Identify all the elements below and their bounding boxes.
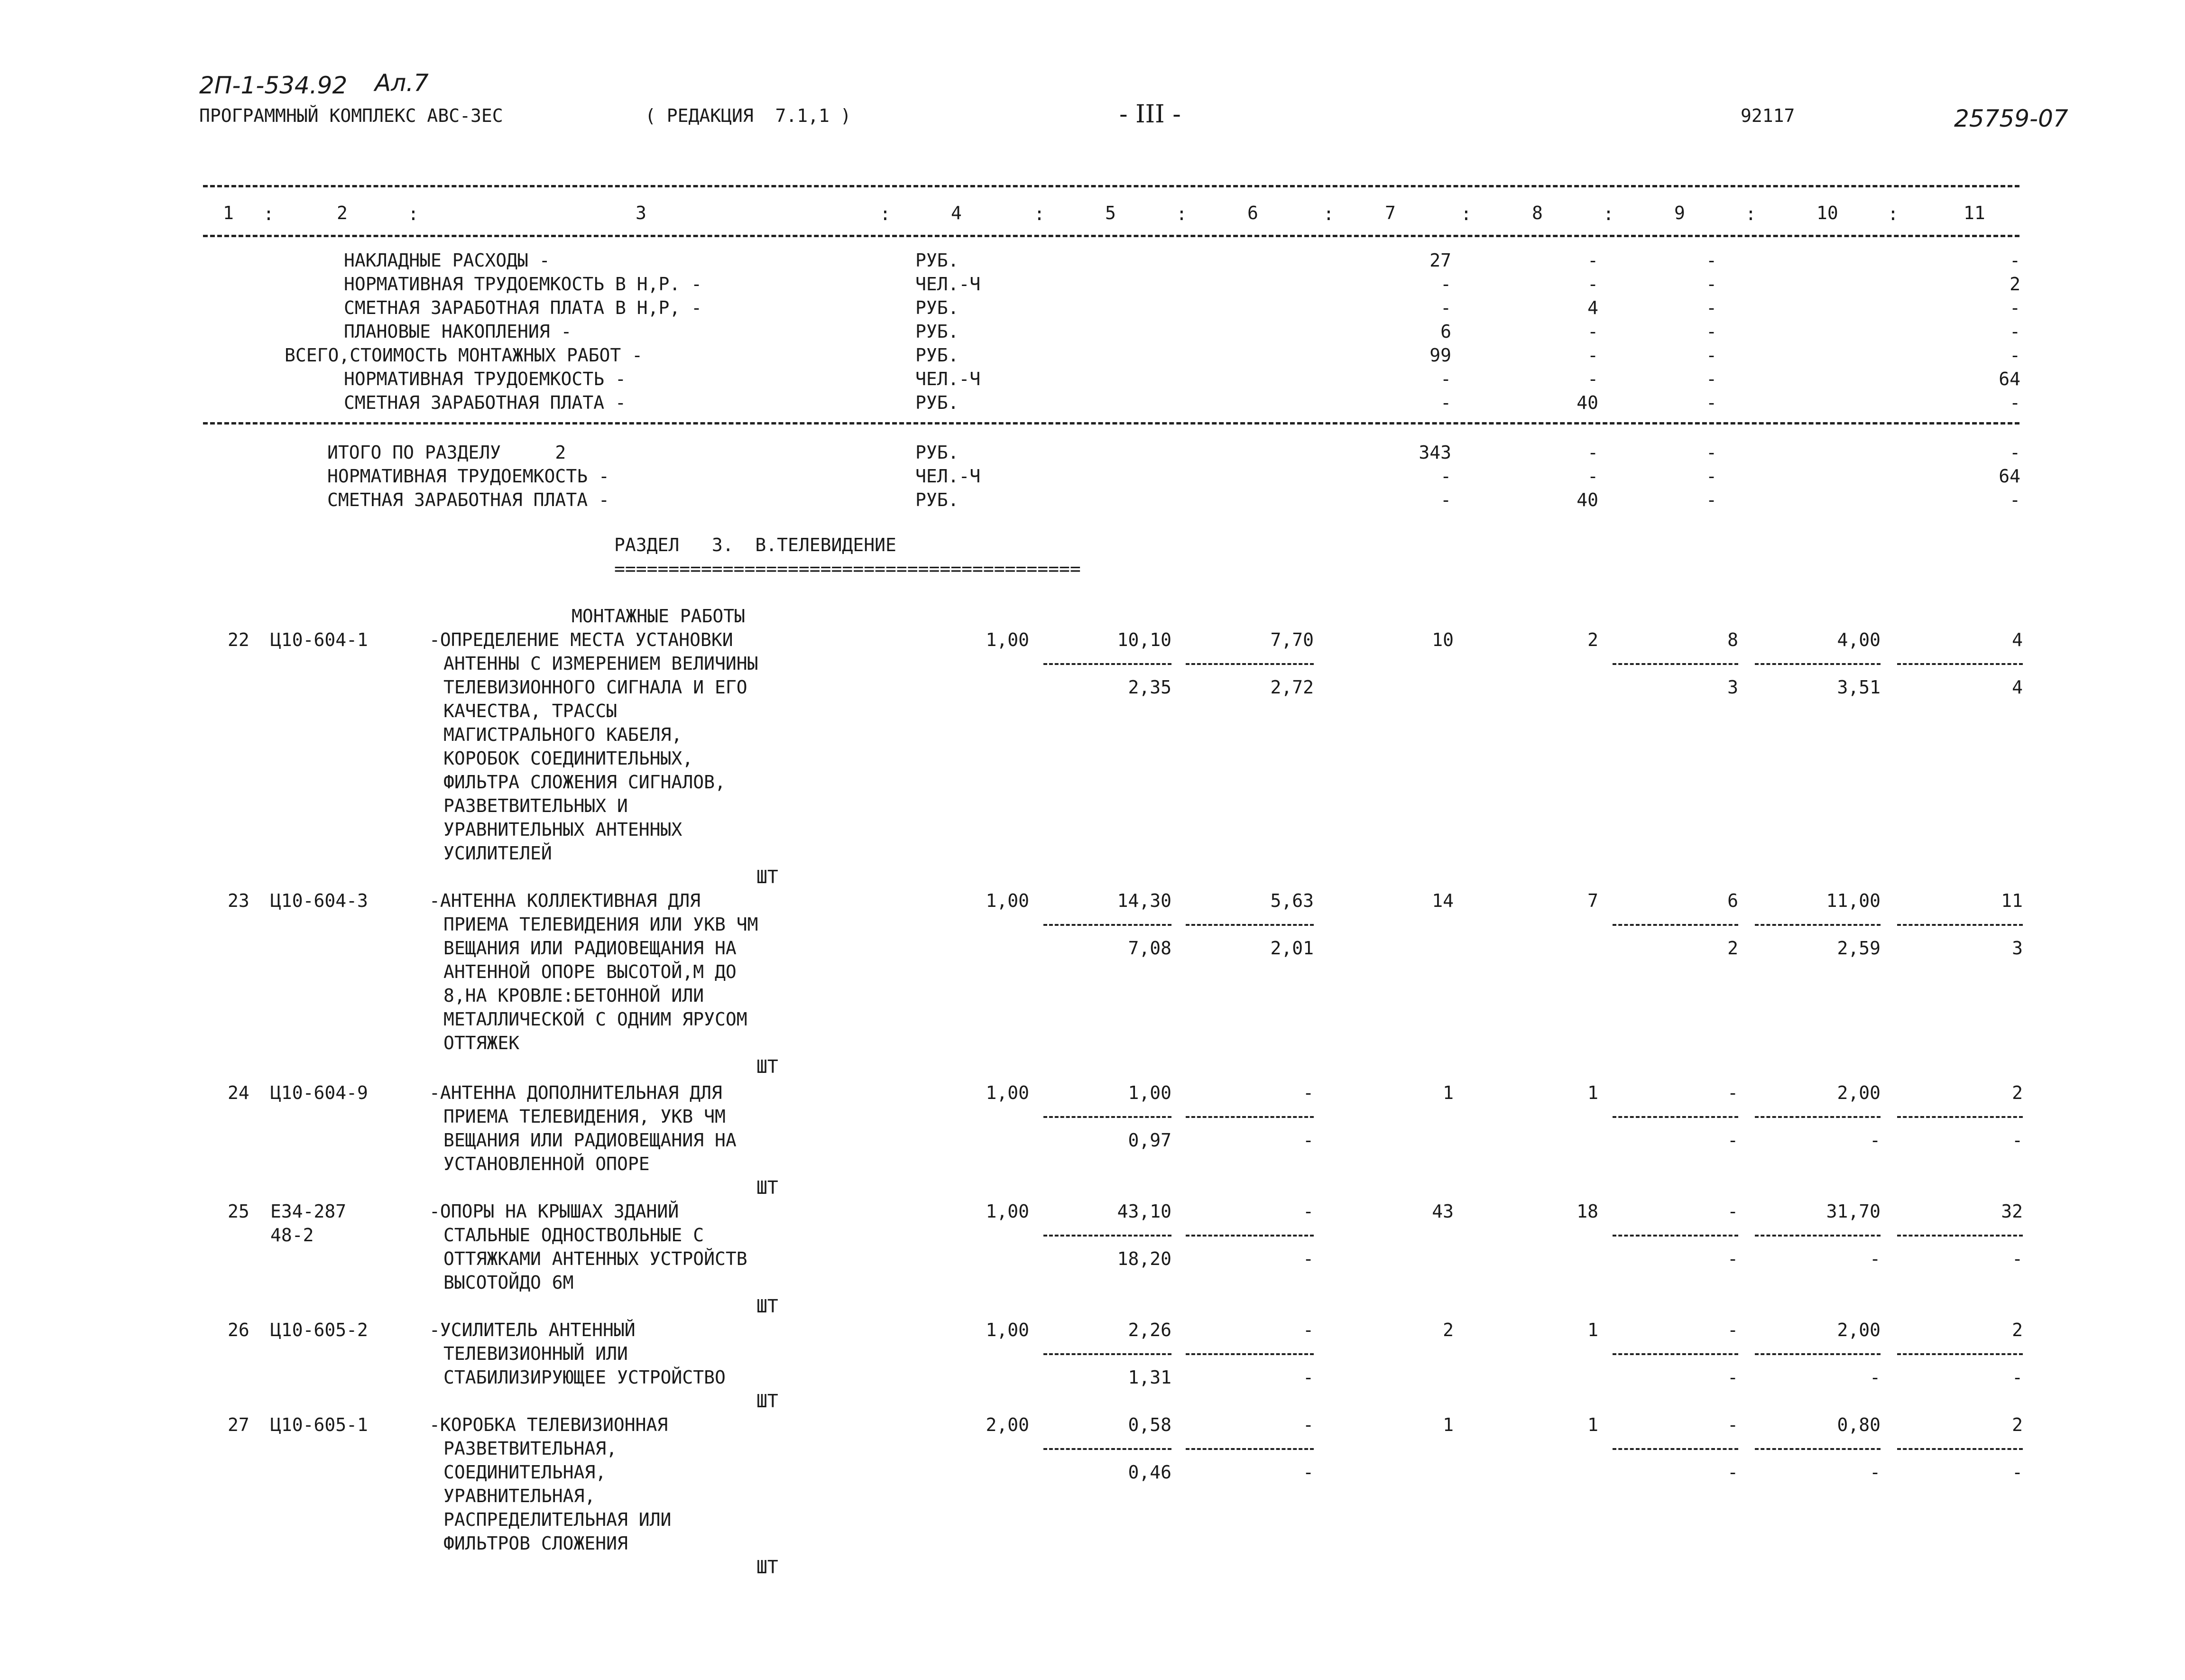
subtotal-dash-line xyxy=(1043,1353,1171,1355)
summary-col7: - xyxy=(1440,392,1451,413)
item-description-line: МЕТАЛЛИЧЕСКОЙ С ОДНИМ ЯРУСОМ xyxy=(443,1009,747,1030)
item-code: Ц10-605-1 xyxy=(270,1414,368,1435)
column-number: 10 xyxy=(1816,203,1838,223)
item-col9-top: - xyxy=(1727,1201,1738,1222)
summary-unit: РУБ. xyxy=(915,345,959,366)
column-separator: : xyxy=(1745,203,1756,224)
subtotal-dash-line xyxy=(1897,924,2023,926)
item-col5-bottom: 18,20 xyxy=(1117,1248,1171,1269)
item-col8: 1 xyxy=(1587,1082,1598,1103)
section-subtitle: МОНТАЖНЫЕ РАБОТЫ xyxy=(572,606,746,627)
summary-col7: - xyxy=(1440,274,1451,295)
summary-label: СМЕТНАЯ ЗАРАБОТНАЯ ПЛАТА - xyxy=(327,489,609,510)
subtotal-dash-line xyxy=(1755,1116,1881,1118)
summary-unit: РУБ. xyxy=(915,321,959,342)
column-number: 7 xyxy=(1385,203,1396,223)
item-number: 23 xyxy=(228,890,249,911)
item-col10-top: 31,70 xyxy=(1826,1201,1881,1222)
item-col11-bottom: - xyxy=(2012,1130,2023,1151)
summary-label: СМЕТНАЯ ЗАРАБОТНАЯ ПЛАТА В Н,Р, - xyxy=(344,297,702,318)
item-description-line: АНТЕННОЙ ОПОРЕ ВЫСОТОЙ,М ДО xyxy=(443,961,737,982)
handwritten-album: Ал.7 xyxy=(375,69,429,97)
item-description-line: РАСПРЕДЕЛИТЕЛЬНАЯ ИЛИ xyxy=(443,1509,672,1530)
item-col6-top: - xyxy=(1303,1201,1314,1222)
item-col7: 1 xyxy=(1443,1414,1454,1435)
item-description-line: УСИЛИТЕЛЕЙ xyxy=(443,843,552,864)
item-code: Ц10-604-1 xyxy=(270,629,368,650)
summary-col9: - xyxy=(1706,442,1717,463)
item-description-line: -АНТЕННА ДОПОЛНИТЕЛЬНАЯ ДЛЯ xyxy=(429,1082,722,1103)
subtotal-dash-line xyxy=(1186,1448,1314,1450)
item-col7: 43 xyxy=(1432,1201,1454,1222)
item-description-line: 8,НА КРОВЛЕ:БЕТОННОЙ ИЛИ xyxy=(443,985,704,1006)
item-description-line: РАЗВЕТВИТЕЛЬНЫХ И xyxy=(443,795,628,816)
summary-col9: - xyxy=(1706,392,1717,413)
column-number: 9 xyxy=(1674,203,1685,223)
subtotal-dash-line xyxy=(1613,1116,1738,1118)
item-col5-top: 14,30 xyxy=(1117,890,1171,911)
summary-col9: - xyxy=(1706,369,1717,389)
subtotal-dash-line xyxy=(1755,924,1881,926)
subtotal-dash-line xyxy=(1897,1448,2023,1450)
column-number: 5 xyxy=(1105,203,1116,223)
item-col5-top: 43,10 xyxy=(1117,1201,1171,1222)
summary-col9: - xyxy=(1706,466,1717,487)
item-col11-top: 2 xyxy=(2012,1414,2023,1435)
item-col9-bottom: - xyxy=(1727,1130,1738,1151)
summary-label: СМЕТНАЯ ЗАРАБОТНАЯ ПЛАТА - xyxy=(344,392,626,413)
subtotal-dash-line xyxy=(1755,1353,1881,1355)
item-unit: ШТ xyxy=(756,1296,778,1317)
item-col9-top: 6 xyxy=(1727,890,1738,911)
subtotal-dash-line xyxy=(1755,663,1881,665)
summary-unit: ЧЕЛ.-Ч xyxy=(915,466,981,487)
item-col11-top: 2 xyxy=(2012,1320,2023,1340)
column-number: 3 xyxy=(636,203,646,223)
item-code: Ц10-604-3 xyxy=(270,890,368,911)
item-col10-top: 2,00 xyxy=(1837,1082,1881,1103)
item-col5-bottom: 7,08 xyxy=(1128,938,1171,959)
subtotal-dash-line xyxy=(1897,1353,2023,1355)
item-col5-top: 2,26 xyxy=(1128,1320,1171,1340)
column-number: 2 xyxy=(337,203,348,223)
item-col9-top: - xyxy=(1727,1082,1738,1103)
subtotal-dash-line xyxy=(1043,1448,1171,1450)
section-title: РАЗДЕЛ 3. В.ТЕЛЕВИДЕНИЕ xyxy=(614,535,896,555)
summary-col11: 64 xyxy=(1999,369,2020,389)
item-col6-bottom: - xyxy=(1303,1367,1314,1388)
summary-col8: - xyxy=(1587,442,1598,463)
subtotal-dash-line xyxy=(1043,1116,1171,1118)
item-col9-bottom: 3 xyxy=(1727,677,1738,698)
item-description-line: ОТТЯЖКАМИ АНТЕННЫХ УСТРОЙСТВ xyxy=(443,1248,747,1269)
item-col11-bottom: - xyxy=(2012,1462,2023,1483)
subtotal-dash-line xyxy=(1613,1235,1738,1237)
subtotal-dash-line xyxy=(1613,1448,1738,1450)
subtotal-dash-line xyxy=(1897,663,2023,665)
item-col9-bottom: - xyxy=(1727,1367,1738,1388)
item-description-line: УРАВНИТЕЛЬНАЯ, xyxy=(443,1486,596,1506)
summary-col8: 40 xyxy=(1577,489,1598,510)
summary-col9: - xyxy=(1706,297,1717,318)
item-description-line: РАЗВЕТВИТЕЛЬНАЯ, xyxy=(443,1438,618,1459)
item-col7: 14 xyxy=(1432,890,1454,911)
item-col10-bottom: - xyxy=(1870,1130,1881,1151)
item-col10-top: 4,00 xyxy=(1837,629,1881,650)
item-col11-bottom: - xyxy=(2012,1248,2023,1269)
item-number: 25 xyxy=(228,1201,249,1222)
item-col8: 1 xyxy=(1587,1414,1598,1435)
summary-col9: - xyxy=(1706,321,1717,342)
item-col6-bottom: - xyxy=(1303,1130,1314,1151)
item-quantity: 1,00 xyxy=(986,1082,1029,1103)
subtotal-dash-line xyxy=(1186,924,1314,926)
item-description-line: АНТЕННЫ С ИЗМЕРЕНИЕМ ВЕЛИЧИНЫ xyxy=(443,653,758,674)
item-description-line: КОРОБОК СОЕДИНИТЕЛЬНЫХ, xyxy=(443,748,693,769)
item-description-line: ФИЛЬТРА СЛОЖЕНИЯ СИГНАЛОВ, xyxy=(443,772,726,793)
item-col11-bottom: 3 xyxy=(2012,938,2023,959)
summary-col8: - xyxy=(1587,345,1598,366)
summary-col8: - xyxy=(1587,466,1598,487)
item-col11-bottom: - xyxy=(2012,1367,2023,1388)
column-separator: : xyxy=(408,203,419,224)
subtotal-dash-line xyxy=(1186,1353,1314,1355)
summary-unit: ЧЕЛ.-Ч xyxy=(915,274,981,295)
item-col5-top: 1,00 xyxy=(1128,1082,1171,1103)
summary-col7: 6 xyxy=(1440,321,1451,342)
summary-col11: 2 xyxy=(2010,274,2020,295)
edition-label: ( РЕДАКЦИЯ 7.1,1 ) xyxy=(645,105,851,126)
item-col5-top: 10,10 xyxy=(1117,629,1171,650)
column-separator: : xyxy=(1034,203,1045,224)
item-col11-top: 4 xyxy=(2012,629,2023,650)
item-unit: ШТ xyxy=(756,867,778,887)
item-col5-bottom: 0,97 xyxy=(1128,1130,1171,1151)
summary-col7: - xyxy=(1440,297,1451,318)
item-col9-top: 8 xyxy=(1727,629,1738,650)
item-col6-bottom: - xyxy=(1303,1462,1314,1483)
item-col6-top: 7,70 xyxy=(1270,629,1314,650)
column-separator: : xyxy=(1603,203,1614,224)
item-col5-bottom: 1,31 xyxy=(1128,1367,1171,1388)
item-quantity: 1,00 xyxy=(986,629,1029,650)
item-col5-bottom: 2,35 xyxy=(1128,677,1171,698)
item-col6-top: 5,63 xyxy=(1270,890,1314,911)
item-col5-bottom: 0,46 xyxy=(1128,1462,1171,1483)
summary-col11: - xyxy=(2010,250,2020,271)
table-top-rule xyxy=(203,185,2019,187)
item-col11-top: 11 xyxy=(2001,890,2023,911)
subtotal-dash-line xyxy=(1186,1235,1314,1237)
summary-col8: - xyxy=(1587,274,1598,295)
item-description-line: КАЧЕСТВА, ТРАССЫ xyxy=(443,701,618,721)
column-separator: : xyxy=(1176,203,1187,224)
item-col6-bottom: 2,01 xyxy=(1270,938,1314,959)
subtotal-dash-line xyxy=(1613,924,1738,926)
summary-col9: - xyxy=(1706,274,1717,295)
section-underline: =========================================== xyxy=(614,558,1081,579)
summary-unit: ЧЕЛ.-Ч xyxy=(915,369,981,389)
item-number: 27 xyxy=(228,1414,249,1435)
item-col8: 7 xyxy=(1587,890,1598,911)
subtotal-dash-line xyxy=(1186,663,1314,665)
subtotal-dash-line xyxy=(1613,1353,1738,1355)
item-description-line: УРАВНИТЕЛЬНЫХ АНТЕННЫХ xyxy=(443,819,682,840)
column-separator: : xyxy=(1461,203,1472,224)
subtotal-dash-line xyxy=(1186,1116,1314,1118)
summary-label: НОРМАТИВНАЯ ТРУДОЕМКОСТЬ - xyxy=(327,466,609,487)
item-description-line: -КОРОБКА ТЕЛЕВИЗИОННАЯ xyxy=(429,1414,668,1435)
summary-col11: - xyxy=(2010,442,2020,463)
item-unit: ШТ xyxy=(756,1177,778,1198)
item-col8: 1 xyxy=(1587,1320,1598,1340)
item-col6-bottom: - xyxy=(1303,1248,1314,1269)
summary-col7: 343 xyxy=(1419,442,1451,463)
summary-unit: РУБ. xyxy=(915,250,959,271)
item-col6-bottom: 2,72 xyxy=(1270,677,1314,698)
item-description-line: -ОПОРЫ НА КРЫШАХ ЗДАНИЙ xyxy=(429,1201,679,1222)
summary-col11: - xyxy=(2010,489,2020,510)
summary-label: НОРМАТИВНАЯ ТРУДОЕМКОСТЬ - xyxy=(344,369,626,389)
item-description-line: ВЕЩАНИЯ ИЛИ РАДИОВЕЩАНИЯ НА xyxy=(443,938,737,959)
summary-col11: 64 xyxy=(1999,466,2020,487)
summary-col9: - xyxy=(1706,250,1717,271)
item-col5-top: 0,58 xyxy=(1128,1414,1171,1435)
item-col10-bottom: 2,59 xyxy=(1837,938,1881,959)
column-separator: : xyxy=(1323,203,1334,224)
item-description-line: СТАБИЛИЗИРУЮЩЕЕ УСТРОЙСТВО xyxy=(443,1367,726,1388)
summary-label: ВСЕГО,СТОИМОСТЬ МОНТАЖНЫХ РАБОТ - xyxy=(285,345,643,366)
summary-separator xyxy=(203,422,2019,425)
item-description-line: УСТАНОВЛЕННОЙ ОПОРЕ xyxy=(443,1154,650,1174)
subtotal-dash-line xyxy=(1897,1116,2023,1118)
summary-col9: - xyxy=(1706,489,1717,510)
subtotal-dash-line xyxy=(1613,663,1738,665)
summary-label: НАКЛАДНЫЕ РАСХОДЫ - xyxy=(344,250,550,271)
item-description-line: ТЕЛЕВИЗИОННЫЙ ИЛИ xyxy=(443,1343,628,1364)
item-col7: 10 xyxy=(1432,629,1454,650)
column-separator: : xyxy=(880,203,891,224)
program-title: ПРОГРАММНЫЙ КОМПЛЕКС АВС-3ЕС xyxy=(199,105,503,126)
item-description-line: ТЕЛЕВИЗИОННОГО СИГНАЛА И ЕГО xyxy=(443,677,747,698)
item-col7: 2 xyxy=(1443,1320,1454,1340)
summary-col8: - xyxy=(1587,321,1598,342)
item-col9-bottom: - xyxy=(1727,1462,1738,1483)
item-col9-bottom: - xyxy=(1727,1248,1738,1269)
item-col11-top: 32 xyxy=(2001,1201,2023,1222)
summary-unit: РУБ. xyxy=(915,392,959,413)
summary-unit: РУБ. xyxy=(915,442,959,463)
summary-col7: 99 xyxy=(1429,345,1451,366)
item-col10-top: 11,00 xyxy=(1826,890,1881,911)
item-code: Е34-287 xyxy=(270,1201,347,1222)
item-col9-bottom: 2 xyxy=(1727,938,1738,959)
column-number: 4 xyxy=(951,203,962,223)
column-separator: : xyxy=(1888,203,1899,224)
item-col8: 18 xyxy=(1577,1201,1598,1222)
item-number: 26 xyxy=(228,1320,249,1340)
item-unit: ШТ xyxy=(756,1056,778,1077)
summary-col9: - xyxy=(1706,345,1717,366)
item-col6-top: - xyxy=(1303,1082,1314,1103)
item-description-line: СОЕДИНИТЕЛЬНАЯ, xyxy=(443,1462,607,1483)
summary-col11: - xyxy=(2010,392,2020,413)
summary-col8: - xyxy=(1587,369,1598,389)
item-unit: ШТ xyxy=(756,1391,778,1412)
summary-col8: - xyxy=(1587,250,1598,271)
item-code: Ц10-604-9 xyxy=(270,1082,368,1103)
summary-col11: - xyxy=(2010,297,2020,318)
subtotal-dash-line xyxy=(1897,1235,2023,1237)
summary-col7: 27 xyxy=(1429,250,1451,271)
item-quantity: 1,00 xyxy=(986,890,1029,911)
column-separator: : xyxy=(263,203,274,224)
column-number: 1 xyxy=(223,203,234,223)
item-quantity: 1,00 xyxy=(986,1201,1029,1222)
item-col10-top: 2,00 xyxy=(1837,1320,1881,1340)
item-description-line: ВЫСОТОЙДО 6М xyxy=(443,1272,574,1293)
column-number: 8 xyxy=(1532,203,1543,223)
item-col10-bottom: - xyxy=(1870,1367,1881,1388)
page-number: - III - xyxy=(1119,100,1181,129)
summary-col11: - xyxy=(2010,321,2020,342)
summary-col7: - xyxy=(1440,369,1451,389)
item-description-line: ФИЛЬТРОВ СЛОЖЕНИЯ xyxy=(443,1533,628,1554)
doc-number: 92117 xyxy=(1741,105,1795,126)
item-col10-bottom: - xyxy=(1870,1462,1881,1483)
summary-col7: - xyxy=(1440,466,1451,487)
item-quantity: 1,00 xyxy=(986,1320,1029,1340)
subtotal-dash-line xyxy=(1043,1235,1171,1237)
subtotal-dash-line xyxy=(1043,663,1171,665)
summary-unit: РУБ. xyxy=(915,489,959,510)
subtotal-dash-line xyxy=(1043,924,1171,926)
summary-label: ПЛАНОВЫЕ НАКОПЛЕНИЯ - xyxy=(344,321,572,342)
item-col6-top: - xyxy=(1303,1320,1314,1340)
item-quantity: 2,00 xyxy=(986,1414,1029,1435)
item-col8: 2 xyxy=(1587,629,1598,650)
item-description-line: -ОПРЕДЕЛЕНИЕ МЕСТА УСТАНОВКИ xyxy=(429,629,733,650)
item-col6-top: - xyxy=(1303,1414,1314,1435)
column-header-rule xyxy=(203,235,2019,237)
summary-col8: 4 xyxy=(1587,297,1598,318)
item-code-2: 48-2 xyxy=(270,1225,314,1246)
summary-col8: 40 xyxy=(1577,392,1598,413)
summary-col11: - xyxy=(2010,345,2020,366)
item-number: 24 xyxy=(228,1082,249,1103)
item-col7: 1 xyxy=(1443,1082,1454,1103)
item-col11-bottom: 4 xyxy=(2012,677,2023,698)
item-col10-bottom: - xyxy=(1870,1248,1881,1269)
item-description-line: ОТТЯЖЕК xyxy=(443,1033,520,1053)
item-description-line: МАГИСТРАЛЬНОГО КАБЕЛЯ, xyxy=(443,724,682,745)
item-unit: ШТ xyxy=(756,1557,778,1578)
subtotal-dash-line xyxy=(1755,1448,1881,1450)
summary-col7: - xyxy=(1440,489,1451,510)
item-col9-top: - xyxy=(1727,1320,1738,1340)
item-description-line: -АНТЕННА КОЛЛЕКТИВНАЯ ДЛЯ xyxy=(429,890,701,911)
item-number: 22 xyxy=(228,629,249,650)
item-description-line: СТАЛЬНЫЕ ОДНОСТВОЛЬНЫЕ С xyxy=(443,1225,704,1246)
item-description-line: ПРИЕМА ТЕЛЕВИДЕНИЯ ИЛИ УКВ ЧМ xyxy=(443,914,758,935)
item-description-line: ВЕЩАНИЯ ИЛИ РАДИОВЕЩАНИЯ НА xyxy=(443,1130,737,1151)
item-col10-bottom: 3,51 xyxy=(1837,677,1881,698)
stamp-number: 25759-07 xyxy=(1954,105,2068,132)
column-number: 11 xyxy=(1964,203,1985,223)
summary-label: НОРМАТИВНАЯ ТРУДОЕМКОСТЬ В Н,Р. - xyxy=(344,274,702,295)
summary-unit: РУБ. xyxy=(915,297,959,318)
handwritten-code: 2П-1-534.92 xyxy=(199,72,348,99)
item-col10-top: 0,80 xyxy=(1837,1414,1881,1435)
item-col9-top: - xyxy=(1727,1414,1738,1435)
subtotal-dash-line xyxy=(1755,1235,1881,1237)
item-description-line: ПРИЕМА ТЕЛЕВИДЕНИЯ, УКВ ЧМ xyxy=(443,1106,726,1127)
summary-label: ИТОГО ПО РАЗДЕЛУ 2 xyxy=(327,442,566,463)
item-description-line: -УСИЛИТЕЛЬ АНТЕННЫЙ xyxy=(429,1320,636,1340)
item-col11-top: 2 xyxy=(2012,1082,2023,1103)
item-code: Ц10-605-2 xyxy=(270,1320,368,1340)
column-number: 6 xyxy=(1247,203,1258,223)
